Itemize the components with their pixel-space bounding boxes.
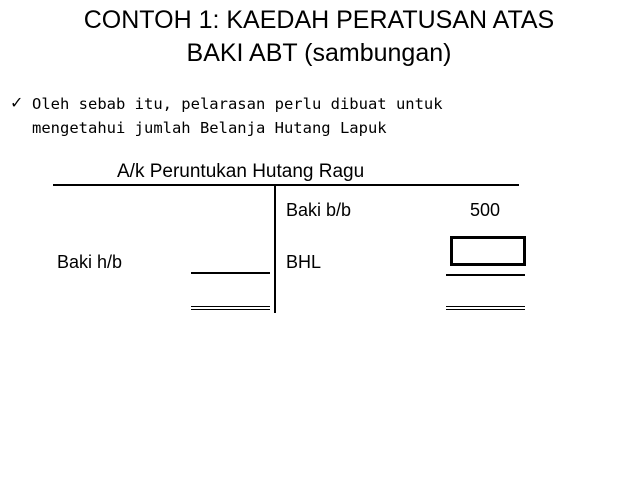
slide-title-line-2: BAKI ABT (sambungan) (186, 39, 452, 67)
bullet-text-line-2: mengetahui jumlah Belanja Hutang Lapuk (32, 119, 387, 137)
credit-total-rule (446, 274, 525, 276)
debit-entry-label: Baki h/b (57, 252, 123, 272)
account-title: A/k Peruntukan Hutang Ragu (117, 161, 365, 182)
debit-double-underline (191, 306, 270, 310)
bullet-text-line-1: Oleh sebab itu, pelarasan perlu dibuat untuk (32, 95, 443, 113)
credit-entry-label: Baki b/b (286, 200, 352, 220)
checkmark-icon: ✓ (10, 93, 24, 112)
credit-entry-label: BHL (286, 252, 322, 272)
answer-box (450, 236, 526, 266)
t-account-center-rule (274, 184, 276, 313)
slide-title-line-1: CONTOH 1: KAEDAH PERATUSAN ATAS (83, 6, 555, 34)
bullet-text (32, 92, 622, 140)
credit-entry-amount: 500 (470, 200, 501, 220)
credit-double-underline (446, 306, 525, 310)
t-account-top-rule (53, 184, 519, 186)
debit-total-rule (191, 272, 270, 274)
